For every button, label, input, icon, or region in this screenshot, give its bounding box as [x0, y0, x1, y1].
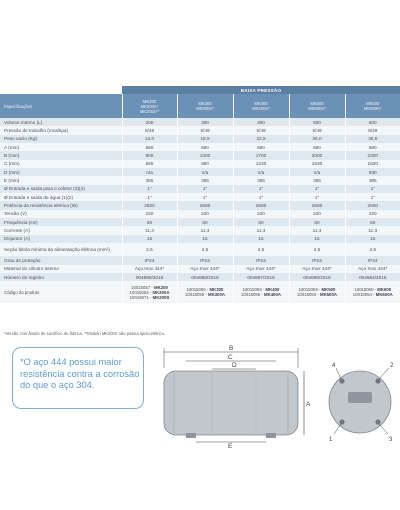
footnote: *Versão com ânodo de sacrifício de fábrica. **Modelo MK200S não possui apoio elétrico.	[4, 331, 166, 336]
product-code-number: 10015054 -	[129, 289, 153, 295]
product-code-number: 10015060 -	[354, 287, 378, 293]
spec-label: Grau de proteção	[0, 256, 122, 264]
spec-value: 385	[289, 176, 345, 184]
tank-body	[164, 371, 298, 435]
callout-text: *O aço 444 possui maior resistência contra a corrosão do que o aço 304.	[20, 357, 140, 390]
spec-value: 1230	[233, 160, 289, 168]
spec-value: 385	[177, 176, 233, 184]
product-code-model: MK500A	[319, 292, 337, 298]
spec-value: 004888/2016	[177, 273, 233, 281]
spec-value: n/a	[289, 168, 345, 176]
product-code-model: MK200A	[152, 289, 170, 295]
spec-label: Seção bitola mínima da alimentação elétrica (mm²)	[0, 243, 122, 256]
product-code-number: 10015058 -	[242, 287, 266, 293]
product-code-row	[0, 281, 400, 303]
spec-value: 004897/2016	[233, 273, 289, 281]
spec-value: 18,5	[177, 135, 233, 143]
spec-value: Aço Inox 444*	[289, 265, 345, 273]
spec-row	[0, 201, 400, 209]
spec-row	[0, 143, 400, 151]
spec-row	[0, 210, 400, 218]
port-4-label: 4	[332, 363, 336, 369]
model-header	[233, 94, 289, 118]
spec-value: 5/49	[233, 126, 289, 134]
spec-value: 680	[233, 143, 289, 151]
spec-value: 1"	[177, 193, 233, 201]
spec-label: Ø Entrada e saída para o coletor (3)(4)	[0, 185, 122, 193]
spec-value: 2000	[289, 151, 345, 159]
port-4	[339, 378, 344, 383]
spec-value: 680	[345, 143, 400, 151]
spec-value: 680	[177, 143, 233, 151]
spec-value: 22,5	[233, 135, 289, 143]
spec-label: E (mm)	[0, 176, 122, 184]
spec-value: 15	[177, 235, 233, 243]
model-header	[289, 94, 345, 118]
product-code-cell	[345, 281, 400, 303]
spec-value: 2,5	[122, 243, 177, 256]
product-code-cell	[233, 281, 289, 303]
spec-row	[0, 168, 400, 176]
spec-label: C (mm)	[0, 160, 122, 168]
spec-row	[0, 273, 400, 281]
spec-value: IP24	[233, 256, 289, 264]
spec-value: 2300	[345, 151, 400, 159]
model-header	[177, 94, 233, 118]
spec-value: 1"	[233, 185, 289, 193]
product-code	[234, 292, 289, 297]
spec-label: D (mm)	[0, 168, 122, 176]
product-code-number: 10015063 -	[297, 292, 320, 298]
spec-value: 004885/2016	[289, 273, 345, 281]
spec-value: 385	[122, 176, 177, 184]
product-code	[123, 295, 177, 300]
spec-value: 1"	[345, 193, 400, 201]
spec-row	[0, 135, 400, 143]
spec-value: 385	[233, 176, 289, 184]
spec-value: 220	[177, 210, 233, 218]
spec-table	[0, 86, 400, 303]
spec-value: 2500	[177, 201, 233, 209]
spec-value: IP24	[345, 256, 400, 264]
spec-value: 11,3	[122, 226, 177, 234]
dim-d-label: D	[232, 362, 237, 369]
model-name: MK500A*	[308, 106, 326, 111]
spec-value: 400	[233, 118, 289, 126]
spec-value: 600	[345, 118, 400, 126]
spec-value: 680	[289, 143, 345, 151]
spec-value: 11,3	[345, 226, 400, 234]
spec-value: 004884/2016	[345, 273, 400, 281]
spec-value: IP24	[122, 256, 177, 264]
spec-value: 2500	[122, 201, 177, 209]
product-code	[346, 292, 400, 297]
spec-value: 15	[345, 235, 400, 243]
spec-value: IP24	[177, 256, 233, 264]
spec-value: 2,5	[289, 243, 345, 256]
spec-value: 1"	[289, 185, 345, 193]
product-code-cell	[122, 281, 177, 303]
spec-value: 26,0	[289, 135, 345, 143]
product-code-label: Código do produto	[0, 281, 122, 303]
spec-value: n/a	[122, 168, 177, 176]
port-3-label: 3	[389, 437, 393, 443]
spec-value: 15	[289, 235, 345, 243]
spec-value: 1"	[289, 193, 345, 201]
spec-row	[0, 118, 400, 126]
spec-value: n/a	[233, 168, 289, 176]
spec-row	[0, 151, 400, 159]
tank-foot-right	[266, 433, 276, 438]
spec-row	[0, 256, 400, 264]
spec-value: 1"	[122, 185, 177, 193]
product-code-cell	[177, 281, 233, 303]
spec-value: Aço Inox 444*	[122, 265, 177, 273]
spec-label: A (mm)	[0, 143, 122, 151]
dim-c-label: C	[228, 354, 233, 361]
spec-value: 2500	[345, 201, 400, 209]
product-code	[178, 292, 233, 297]
port-2-label: 2	[390, 363, 394, 369]
spec-label: Ø Entrada e saída de água (1)(2)	[0, 193, 122, 201]
model-header	[122, 94, 177, 118]
model-name: MK200	[142, 98, 157, 104]
spec-value: 200	[122, 118, 177, 126]
product-code-cell	[289, 281, 345, 303]
spec-value: 14,0	[122, 135, 177, 143]
spec-label: B (mm)	[0, 151, 122, 159]
spec-value: 680	[122, 143, 177, 151]
spec-value: 1530	[289, 160, 345, 168]
dim-e-label: E	[228, 443, 233, 448]
end-view-label-plate	[348, 392, 372, 403]
spec-value: 500	[289, 118, 345, 126]
spec-label: Material do cilindro interno	[0, 265, 122, 273]
spec-row	[0, 126, 400, 134]
spec-value: 1300	[177, 151, 233, 159]
tank-drawing	[148, 338, 398, 448]
spec-value: 1"	[233, 193, 289, 201]
spec-label: Volume interno (L)	[0, 118, 122, 126]
product-code-model: MK300	[209, 287, 224, 293]
model-name: MK600	[366, 101, 380, 106]
model-name: MK300A*	[196, 106, 214, 111]
spec-value: 5/49	[289, 126, 345, 134]
spec-value: 2,5	[233, 243, 289, 256]
model-header	[345, 94, 400, 118]
spec-label: Frequência (Hz)	[0, 218, 122, 226]
product-code-model: MK600A	[375, 292, 393, 298]
spec-value: 1"	[345, 185, 400, 193]
spec-value: 60	[289, 218, 345, 226]
spec-value: 5/49	[122, 126, 177, 134]
spec-value: 2,5	[345, 243, 400, 256]
spec-value: IP24	[289, 256, 345, 264]
spec-row	[0, 176, 400, 184]
spec-value: 1"	[122, 193, 177, 201]
spec-value: 2,5	[177, 243, 233, 256]
spec-label: Corrente (A)	[0, 226, 122, 234]
spec-value: 60	[177, 218, 233, 226]
product-code-number: 10015057 -	[131, 284, 155, 290]
spec-row	[0, 193, 400, 201]
product-code-number: 10015071 -	[129, 294, 153, 300]
product-code-model: MK400A	[263, 292, 281, 298]
spec-value: 60	[233, 218, 289, 226]
port-3	[375, 419, 380, 424]
corrosion-callout	[12, 347, 144, 409]
dim-a-label: A	[306, 401, 311, 408]
spec-value: 30,5	[345, 135, 400, 143]
spec-value: 555	[122, 160, 177, 168]
spec-value: 930	[345, 168, 400, 176]
product-code-model: MK400	[265, 287, 280, 293]
model-name: MK200A*	[140, 103, 159, 109]
model-name: MK400	[254, 101, 268, 106]
spec-value: 960	[177, 160, 233, 168]
product-code-number: 10015059 -	[298, 287, 322, 293]
product-code-model: MK300A	[207, 292, 225, 298]
spec-value: 11,3	[233, 226, 289, 234]
model-name: MK500	[310, 101, 324, 106]
spec-label: Pressão de trabalho (mca/kpa)	[0, 126, 122, 134]
port-2	[375, 378, 380, 383]
spec-label: Número do registro	[0, 273, 122, 281]
spec-row	[0, 226, 400, 234]
product-code-number: 10015060 -	[186, 287, 210, 293]
port-1-label: 1	[329, 437, 333, 443]
spec-value: 1830	[345, 160, 400, 168]
spec-value: 15	[122, 235, 177, 243]
spec-row	[0, 235, 400, 243]
spec-row	[0, 243, 400, 256]
spec-value: 60	[345, 218, 400, 226]
product-code-model: MK200S	[152, 294, 170, 300]
product-code-number: 10015055 -	[185, 292, 208, 298]
spec-value: 1"	[177, 185, 233, 193]
group-title: BAIXA PRESSÃO	[122, 86, 400, 94]
product-code-number: 10015064 -	[352, 292, 376, 298]
spec-value: Aço Inox 444*	[177, 265, 233, 273]
spec-row	[0, 265, 400, 273]
model-name: MK600A*	[363, 106, 382, 111]
spec-value: 60	[122, 218, 177, 226]
spec-value: 300	[177, 118, 233, 126]
spec-label: Disjuntor (A)	[0, 235, 122, 243]
spec-label: Peso vazio (Kg)	[0, 135, 122, 143]
spec-value: 15	[233, 235, 289, 243]
spec-value: 220	[233, 210, 289, 218]
spec-sheet	[0, 86, 400, 303]
spec-value: 220	[122, 210, 177, 218]
spec-value: 11,3	[177, 226, 233, 234]
spec-row	[0, 218, 400, 226]
dim-b-label: B	[229, 345, 234, 352]
spec-row	[0, 160, 400, 168]
spec-value: n/a	[177, 168, 233, 176]
product-code	[290, 292, 345, 297]
spec-value: 11,3	[289, 226, 345, 234]
port-1	[339, 419, 344, 424]
spec-value: 5/49	[177, 126, 233, 134]
spec-label: Potência da resistência elétrica (W)	[0, 201, 122, 209]
model-name: MK300	[198, 101, 212, 106]
model-name: MK400A*	[252, 106, 270, 111]
spec-header: Especificações	[0, 94, 122, 118]
spec-value: Aço Inox 444*	[233, 265, 289, 273]
spec-row	[0, 185, 400, 193]
spec-value: 220	[345, 210, 400, 218]
spec-value: Aço Inox 444*	[345, 265, 400, 273]
spec-label: Tensão (V)	[0, 210, 122, 218]
spec-value: 900	[122, 151, 177, 159]
spec-value: 385	[345, 176, 400, 184]
product-code-model: MK600	[377, 287, 392, 293]
product-code-model: MK200	[154, 284, 168, 290]
model-name: MK200S**	[139, 108, 160, 114]
spec-value: 1700	[233, 151, 289, 159]
product-code-model: MK500	[321, 287, 336, 293]
spec-value: 5/49	[345, 126, 400, 134]
spec-value: 220	[289, 210, 345, 218]
spec-value: 2500	[233, 201, 289, 209]
product-code-number: 10015065 -	[241, 292, 264, 298]
spec-value: 2500	[289, 201, 345, 209]
spec-value: 004890/2016	[122, 273, 177, 281]
tank-foot-left	[186, 433, 196, 438]
